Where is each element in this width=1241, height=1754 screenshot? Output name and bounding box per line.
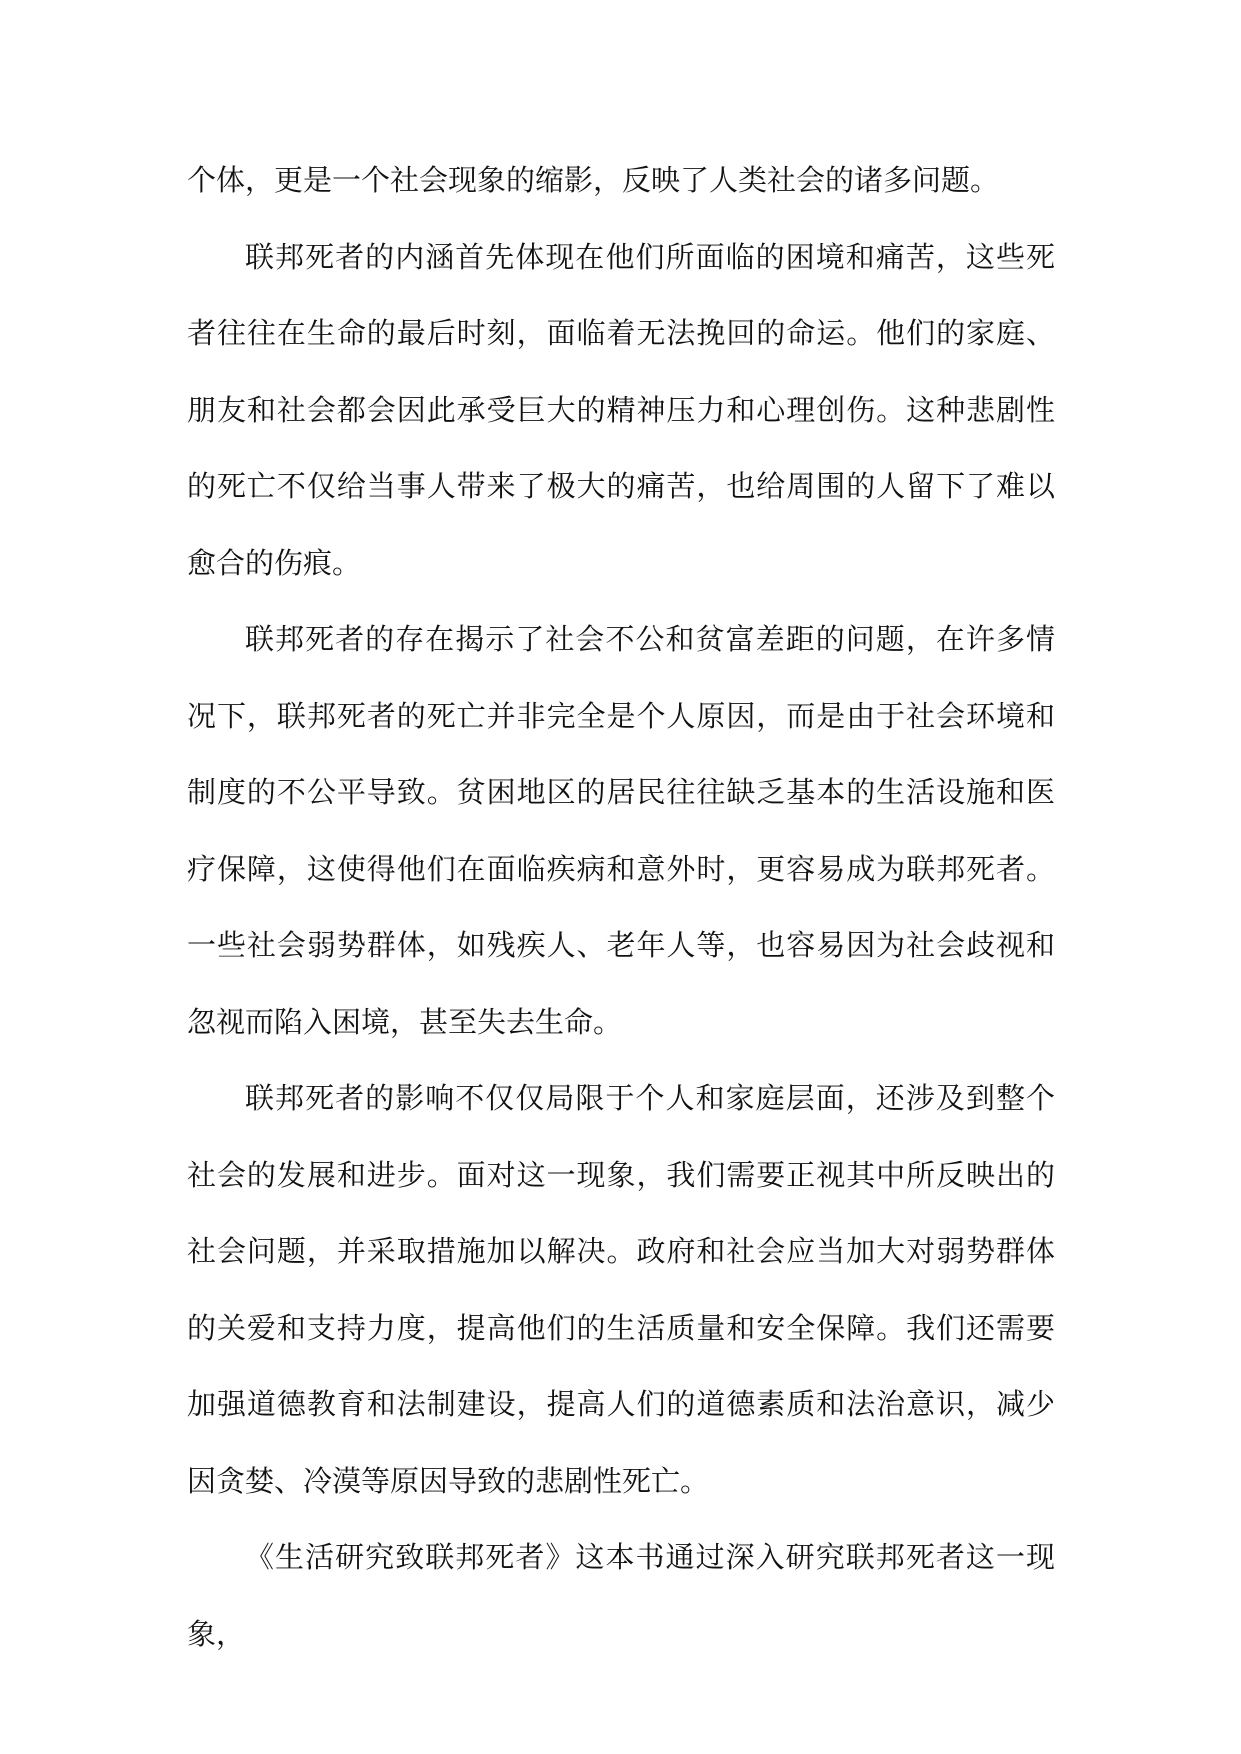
paragraph-meaning: 联邦死者的内涵首先体现在他们所面临的困境和痛苦，这些死者往往在生命的最后时刻，面临着无法挽回的命运。他们的家庭、朋友和社会都会因此承受巨大的精神压力和心理创伤。这种悲剧性的死亡不仅给当事人带来了极大的痛苦，也给周围的人留下了难以愈合的伤痕。 xyxy=(187,239,1055,580)
paragraph-impact: 联邦死者的影响不仅仅局限于个人和家庭层面，还涉及到整个社会的发展和进步。面对这一现象，我们需要正视其中所反映出的社会问题，并采取措施加以解决。政府和社会应当加大对弱势群体的关爱和支持力度，提高他们的生活质量和安全保障。我们还需要加强道德教育和法制建设，提高人们的道德素质和法治意识，减少因贪婪、冷漠等原因导致的悲剧性死亡。 xyxy=(187,1081,1055,1498)
paragraph-continuation: 个体，更是一个社会现象的缩影，反映了人类社会的诸多问题。 xyxy=(187,163,1000,197)
paragraph-book-intro: 《生活研究致联邦死者》这本书通过深入研究联邦死者这一现象， xyxy=(187,1540,1055,1651)
paragraph-injustice: 联邦死者的存在揭示了社会不公和贫富差距的问题，在许多情况下，联邦死者的死亡并非完全是个人原因，而是由于社会环境和制度的不公平导致。贫困地区的居民往往缺乏基本的生活设施和医疗保障，这使得他们在面临疾病和意外时，更容易成为联邦死者。一些社会弱势群体，如残疾人、老年人等，也容易因为社会歧视和忽视而陷入困境，甚至失去生命。 xyxy=(187,622,1055,1039)
body-text xyxy=(187,142,1055,1672)
